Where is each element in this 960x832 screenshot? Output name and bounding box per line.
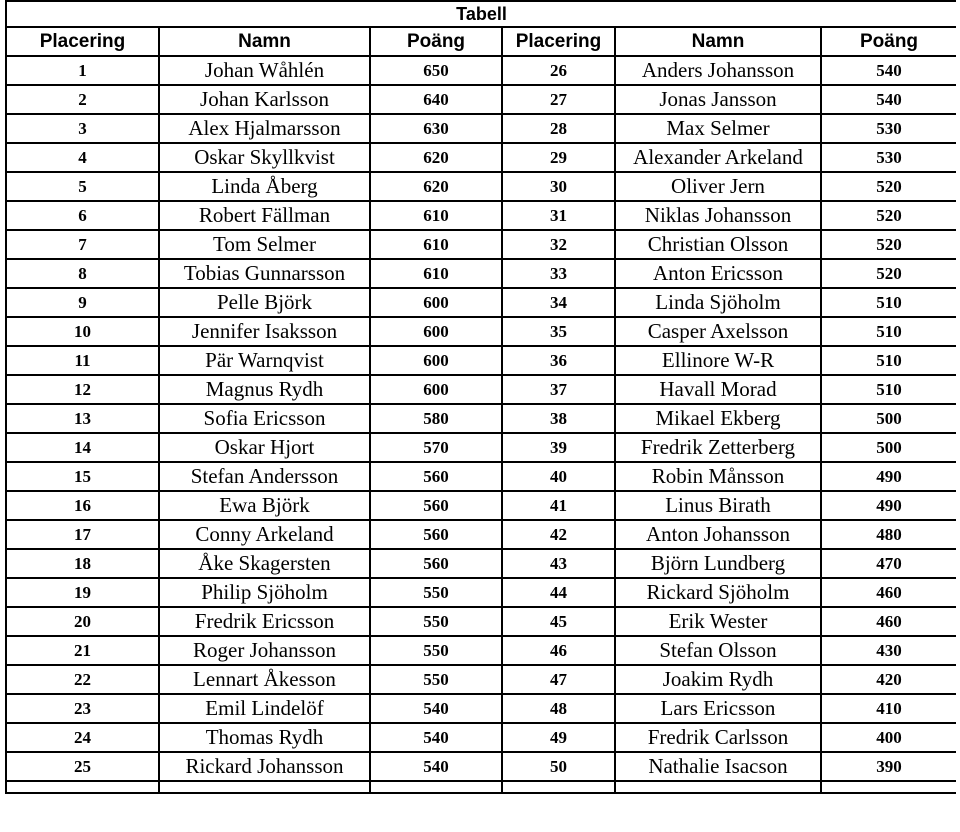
place-cell: 35 — [502, 317, 615, 346]
empty-cell — [502, 781, 615, 793]
place-cell: 2 — [6, 85, 159, 114]
name-cell: Mikael Ekberg — [615, 404, 821, 433]
place-cell: 16 — [6, 491, 159, 520]
place-cell: 39 — [502, 433, 615, 462]
name-cell: Conny Arkeland — [159, 520, 370, 549]
points-cell: 480 — [821, 520, 956, 549]
place-cell: 20 — [6, 607, 159, 636]
place-cell: 30 — [502, 172, 615, 201]
name-cell: Anton Johansson — [615, 520, 821, 549]
points-cell: 500 — [821, 433, 956, 462]
table-row — [6, 201, 956, 230]
place-cell: 42 — [502, 520, 615, 549]
empty-cell — [370, 781, 502, 793]
place-cell: 11 — [6, 346, 159, 375]
points-cell: 560 — [370, 549, 502, 578]
place-cell: 24 — [6, 723, 159, 752]
points-cell: 600 — [370, 375, 502, 404]
points-cell: 550 — [370, 607, 502, 636]
points-cell: 520 — [821, 201, 956, 230]
place-cell: 22 — [6, 665, 159, 694]
standings-table-container — [5, 0, 956, 832]
table-row — [6, 56, 956, 85]
name-cell: Stefan Olsson — [615, 636, 821, 665]
header-placering-left: Placering — [6, 27, 159, 56]
points-cell: 570 — [370, 433, 502, 462]
table-row — [6, 607, 956, 636]
table-row — [6, 433, 956, 462]
name-cell: Anton Ericsson — [615, 259, 821, 288]
name-cell: Fredrik Zetterberg — [615, 433, 821, 462]
place-cell: 31 — [502, 201, 615, 230]
name-cell: Ellinore W-R — [615, 346, 821, 375]
table-row — [6, 578, 956, 607]
name-cell: Lars Ericsson — [615, 694, 821, 723]
table-header-row — [6, 27, 956, 56]
name-cell: Rickard Sjöholm — [615, 578, 821, 607]
name-cell: Alexander Arkeland — [615, 143, 821, 172]
table-row — [6, 143, 956, 172]
points-cell: 490 — [821, 491, 956, 520]
name-cell: Havall Morad — [615, 375, 821, 404]
table-row — [6, 172, 956, 201]
place-cell: 13 — [6, 404, 159, 433]
header-namn-left: Namn — [159, 27, 370, 56]
points-cell: 600 — [370, 288, 502, 317]
table-row — [6, 520, 956, 549]
points-cell: 580 — [370, 404, 502, 433]
place-cell: 41 — [502, 491, 615, 520]
name-cell: Emil Lindelöf — [159, 694, 370, 723]
name-cell: Jennifer Isaksson — [159, 317, 370, 346]
place-cell: 3 — [6, 114, 159, 143]
place-cell: 14 — [6, 433, 159, 462]
place-cell: 23 — [6, 694, 159, 723]
points-cell: 510 — [821, 375, 956, 404]
name-cell: Åke Skagersten — [159, 549, 370, 578]
place-cell: 15 — [6, 462, 159, 491]
table-row-partial — [6, 781, 956, 793]
place-cell: 18 — [6, 549, 159, 578]
name-cell: Linda Sjöholm — [615, 288, 821, 317]
name-cell: Casper Axelsson — [615, 317, 821, 346]
points-cell: 510 — [821, 317, 956, 346]
points-cell: 540 — [370, 694, 502, 723]
empty-cell — [821, 781, 956, 793]
name-cell: Johan Karlsson — [159, 85, 370, 114]
place-cell: 8 — [6, 259, 159, 288]
table-row — [6, 230, 956, 259]
points-cell: 610 — [370, 259, 502, 288]
name-cell: Roger Johansson — [159, 636, 370, 665]
table-row — [6, 694, 956, 723]
points-cell: 510 — [821, 288, 956, 317]
table-row — [6, 636, 956, 665]
place-cell: 29 — [502, 143, 615, 172]
name-cell: Alex Hjalmarsson — [159, 114, 370, 143]
place-cell: 6 — [6, 201, 159, 230]
place-cell: 44 — [502, 578, 615, 607]
points-cell: 510 — [821, 346, 956, 375]
name-cell: Robert Fällman — [159, 201, 370, 230]
name-cell: Nathalie Isacson — [615, 752, 821, 781]
name-cell: Erik Wester — [615, 607, 821, 636]
name-cell: Sofia Ericsson — [159, 404, 370, 433]
name-cell: Anders Johansson — [615, 56, 821, 85]
points-cell: 600 — [370, 346, 502, 375]
header-poang-left: Poäng — [370, 27, 502, 56]
points-cell: 630 — [370, 114, 502, 143]
table-title-row — [6, 1, 956, 27]
name-cell: Oskar Skyllkvist — [159, 143, 370, 172]
name-cell: Johan Wåhlén — [159, 56, 370, 85]
points-cell: 560 — [370, 520, 502, 549]
points-cell: 640 — [370, 85, 502, 114]
name-cell: Rickard Johansson — [159, 752, 370, 781]
place-cell: 48 — [502, 694, 615, 723]
header-placering-right: Placering — [502, 27, 615, 56]
points-cell: 500 — [821, 404, 956, 433]
place-cell: 28 — [502, 114, 615, 143]
place-cell: 43 — [502, 549, 615, 578]
name-cell: Björn Lundberg — [615, 549, 821, 578]
place-cell: 21 — [6, 636, 159, 665]
place-cell: 12 — [6, 375, 159, 404]
points-cell: 540 — [821, 85, 956, 114]
place-cell: 26 — [502, 56, 615, 85]
name-cell: Jonas Jansson — [615, 85, 821, 114]
name-cell: Magnus Rydh — [159, 375, 370, 404]
empty-cell — [159, 781, 370, 793]
place-cell: 7 — [6, 230, 159, 259]
points-cell: 430 — [821, 636, 956, 665]
name-cell: Linus Birath — [615, 491, 821, 520]
points-cell: 600 — [370, 317, 502, 346]
table-row — [6, 259, 956, 288]
points-cell: 460 — [821, 578, 956, 607]
name-cell: Thomas Rydh — [159, 723, 370, 752]
name-cell: Tobias Gunnarsson — [159, 259, 370, 288]
name-cell: Lennart Åkesson — [159, 665, 370, 694]
table-row — [6, 665, 956, 694]
points-cell: 610 — [370, 230, 502, 259]
name-cell: Max Selmer — [615, 114, 821, 143]
header-poang-right: Poäng — [821, 27, 956, 56]
name-cell: Fredrik Ericsson — [159, 607, 370, 636]
points-cell: 610 — [370, 201, 502, 230]
table-row — [6, 85, 956, 114]
place-cell: 40 — [502, 462, 615, 491]
table-row — [6, 404, 956, 433]
points-cell: 560 — [370, 462, 502, 491]
table-row — [6, 288, 956, 317]
place-cell: 25 — [6, 752, 159, 781]
place-cell: 5 — [6, 172, 159, 201]
place-cell: 17 — [6, 520, 159, 549]
points-cell: 620 — [370, 143, 502, 172]
name-cell: Fredrik Carlsson — [615, 723, 821, 752]
table-row — [6, 752, 956, 781]
table-row — [6, 114, 956, 143]
place-cell: 34 — [502, 288, 615, 317]
points-cell: 550 — [370, 636, 502, 665]
points-cell: 520 — [821, 230, 956, 259]
name-cell: Ewa Björk — [159, 491, 370, 520]
points-cell: 540 — [821, 56, 956, 85]
place-cell: 45 — [502, 607, 615, 636]
name-cell: Niklas Johansson — [615, 201, 821, 230]
standings-table — [5, 0, 956, 794]
empty-cell — [615, 781, 821, 793]
table-row — [6, 491, 956, 520]
place-cell: 33 — [502, 259, 615, 288]
points-cell: 410 — [821, 694, 956, 723]
points-cell: 530 — [821, 143, 956, 172]
points-cell: 560 — [370, 491, 502, 520]
points-cell: 620 — [370, 172, 502, 201]
place-cell: 27 — [502, 85, 615, 114]
name-cell: Joakim Rydh — [615, 665, 821, 694]
points-cell: 460 — [821, 607, 956, 636]
place-cell: 1 — [6, 56, 159, 85]
points-cell: 540 — [370, 752, 502, 781]
table-row — [6, 723, 956, 752]
points-cell: 520 — [821, 259, 956, 288]
name-cell: Pelle Björk — [159, 288, 370, 317]
place-cell: 50 — [502, 752, 615, 781]
place-cell: 38 — [502, 404, 615, 433]
points-cell: 650 — [370, 56, 502, 85]
points-cell: 550 — [370, 665, 502, 694]
name-cell: Tom Selmer — [159, 230, 370, 259]
points-cell: 520 — [821, 172, 956, 201]
name-cell: Stefan Andersson — [159, 462, 370, 491]
table-title: Tabell — [6, 1, 956, 27]
place-cell: 10 — [6, 317, 159, 346]
points-cell: 390 — [821, 752, 956, 781]
points-cell: 490 — [821, 462, 956, 491]
place-cell: 4 — [6, 143, 159, 172]
points-cell: 540 — [370, 723, 502, 752]
place-cell: 46 — [502, 636, 615, 665]
points-cell: 470 — [821, 549, 956, 578]
name-cell: Robin Månsson — [615, 462, 821, 491]
points-cell: 420 — [821, 665, 956, 694]
table-row — [6, 549, 956, 578]
place-cell: 47 — [502, 665, 615, 694]
empty-cell — [6, 781, 159, 793]
points-cell: 400 — [821, 723, 956, 752]
place-cell: 9 — [6, 288, 159, 317]
table-row — [6, 375, 956, 404]
name-cell: Oskar Hjort — [159, 433, 370, 462]
name-cell: Philip Sjöholm — [159, 578, 370, 607]
table-row — [6, 317, 956, 346]
header-namn-right: Namn — [615, 27, 821, 56]
name-cell: Oliver Jern — [615, 172, 821, 201]
table-row — [6, 462, 956, 491]
place-cell: 49 — [502, 723, 615, 752]
table-row — [6, 346, 956, 375]
place-cell: 19 — [6, 578, 159, 607]
place-cell: 37 — [502, 375, 615, 404]
points-cell: 550 — [370, 578, 502, 607]
place-cell: 32 — [502, 230, 615, 259]
place-cell: 36 — [502, 346, 615, 375]
name-cell: Christian Olsson — [615, 230, 821, 259]
points-cell: 530 — [821, 114, 956, 143]
name-cell: Pär Warnqvist — [159, 346, 370, 375]
name-cell: Linda Åberg — [159, 172, 370, 201]
